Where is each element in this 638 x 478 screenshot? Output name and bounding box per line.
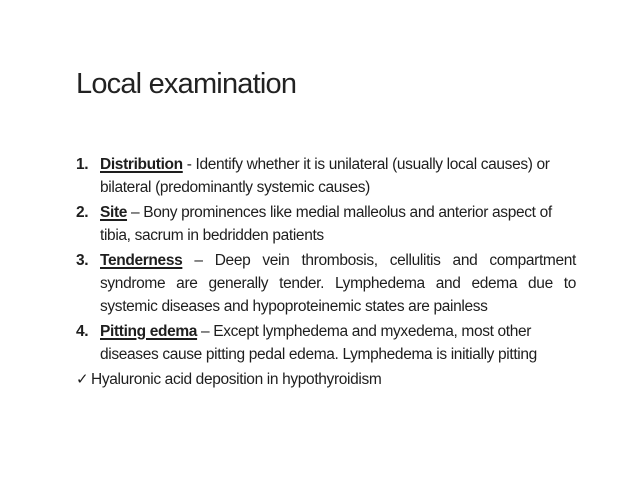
item-separator: – bbox=[127, 204, 144, 221]
list-item-site bbox=[76, 201, 576, 247]
item-separator: – bbox=[197, 323, 214, 340]
item-text: Identify whether it is unilateral (usually local causes) or bilateral (predominantly systemic causes) bbox=[100, 156, 550, 196]
item-separator: – bbox=[182, 252, 215, 269]
item-text: Except lymphedema and myxedema, most other diseases cause pitting pedal edema. Lymphedema is initially pitting bbox=[100, 323, 537, 363]
note-hyaluronic-acid bbox=[76, 368, 576, 391]
item-body bbox=[100, 153, 576, 199]
item-number: 3. bbox=[76, 252, 89, 269]
item-separator: - bbox=[182, 156, 196, 173]
slide-title: Local examination bbox=[76, 68, 297, 100]
examination-list bbox=[76, 153, 576, 391]
item-number: 4. bbox=[76, 323, 89, 340]
note-text: Hyaluronic acid deposition in hypothyroidism bbox=[91, 371, 382, 388]
checkmark-icon: ✓ bbox=[76, 370, 89, 388]
item-text: Deep vein thrombosis, cellulitis and compartment syndrome are generally tender. Lymphedema and edema due to systemic diseases and hypoproteinemic states are painless bbox=[100, 252, 576, 315]
item-body bbox=[100, 249, 576, 318]
item-term: Site bbox=[100, 204, 128, 221]
item-term: Pitting edema bbox=[100, 323, 198, 340]
list-item-pitting-edema bbox=[76, 320, 576, 366]
item-text: Bony prominences like medial malleolus and anterior aspect of tibia, sacrum in bedridden patients bbox=[100, 204, 552, 244]
item-body bbox=[100, 320, 576, 366]
item-term: Tenderness bbox=[100, 252, 183, 269]
list-item-distribution bbox=[76, 153, 576, 199]
item-number: 1. bbox=[76, 156, 89, 173]
item-term: Distribution bbox=[100, 156, 183, 173]
list-item-tenderness bbox=[76, 249, 576, 318]
item-number: 2. bbox=[76, 204, 89, 221]
item-body bbox=[100, 201, 576, 247]
